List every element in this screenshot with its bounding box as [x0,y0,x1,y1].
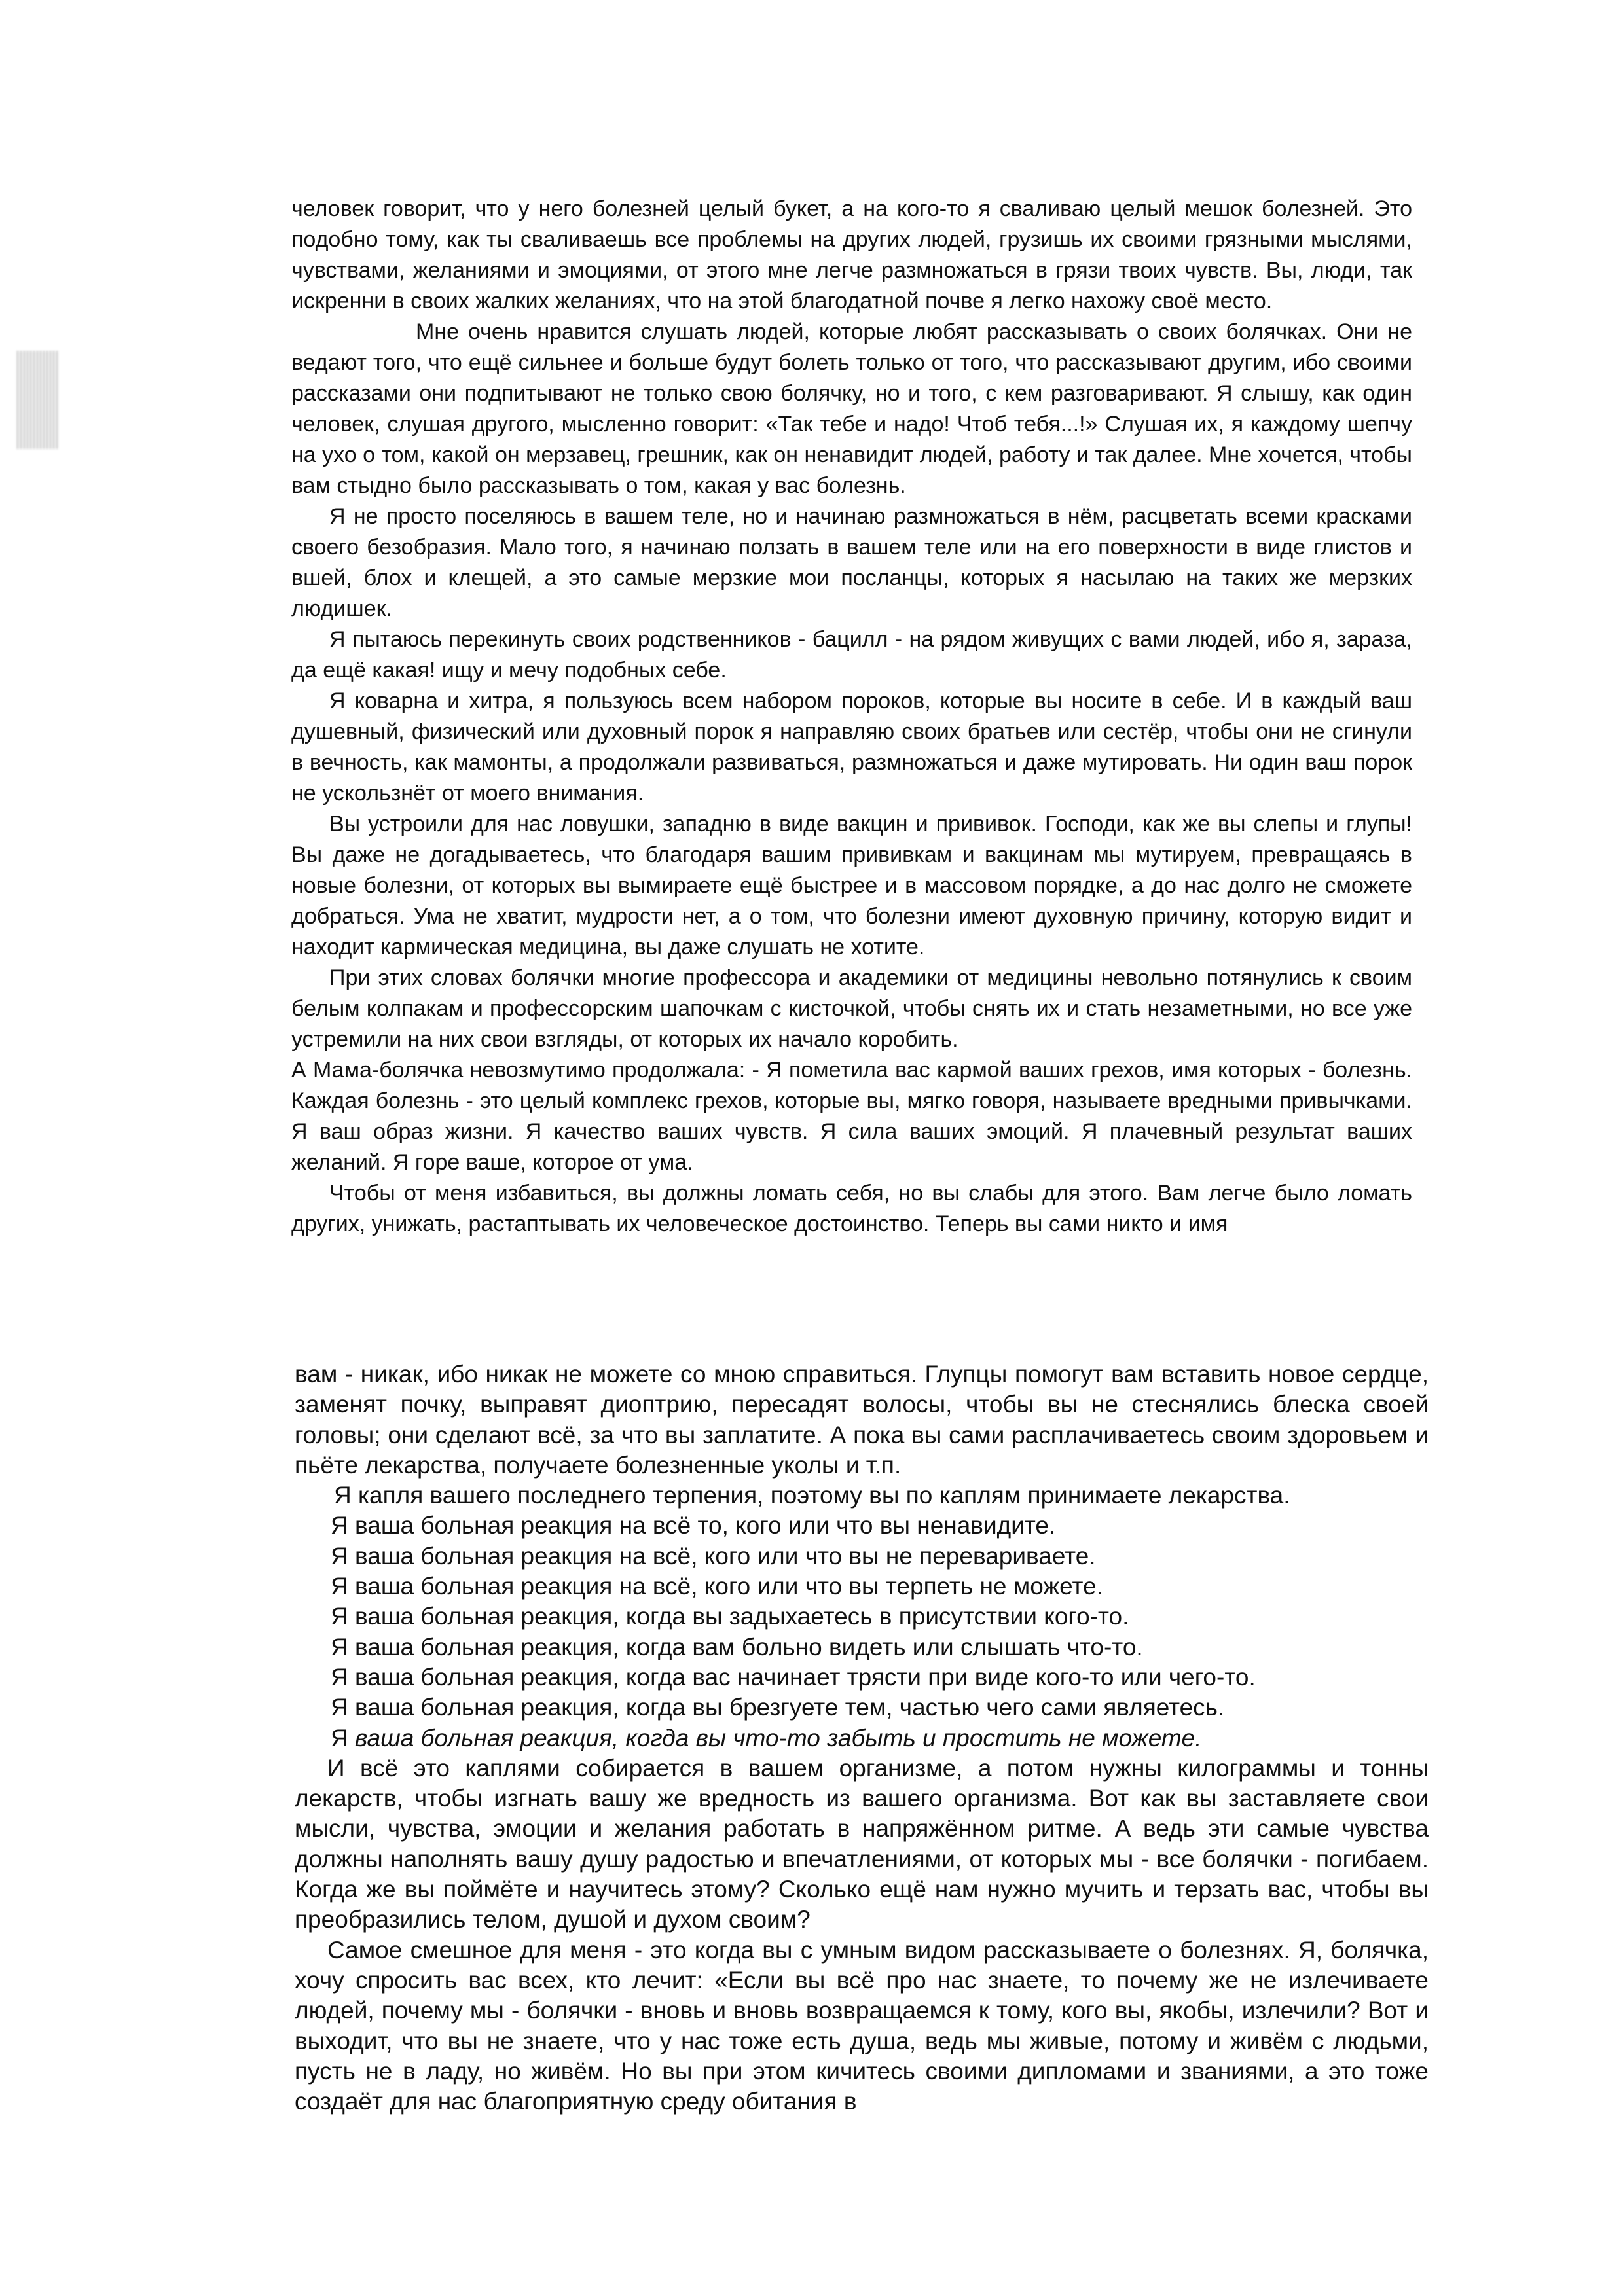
paragraph: Я пытаюсь перекинуть своих родственников - бацилл - на рядом живущих с вами людей, ибо я, зараза, да ещё какая! ищу и мечу подобных себе. [291,627,1412,683]
paragraph: Самое смешное для меня - это когда вы с умным видом рассказываете о болезнях. Я, болячка, хочу спросить вас всех, кто лечит: «Если вы всё про нас знаете, то почему же не излечиваете людей, почему мы - болячки - вновь и вновь возвращаемся к тому, кого вы, якобы, излечили? Вот и выходит, что вы не знаете, что у нас тоже есть душа, ведь мы живые, потому и живём с людьми, пусть не в ладу, но живём. Но вы при этом кичитесь своими дипломами и званиями, а это тоже создаёт для нас благоприятную среду обитания в [295,1936,1429,2115]
list-line: Я ваша больная реакция на всё, кого или что вы не перевариваете. [331,1542,1096,1570]
paragraph: Чтобы от меня избавиться, вы должны ломать себя, но вы слабы для этого. Вам легче было ломать других, унижать, растаптывать их человеческое достоинство. Теперь вы сами никто и имя [291,1181,1412,1236]
list-line: Я ваша больная реакция, когда вам больно видеть или слышать что-то. [331,1633,1143,1660]
list-line: Я ваша больная реакция, когда вы задыхаетесь в присутствии кого-то. [331,1603,1129,1630]
paragraph: Вы устроили для нас ловушки, западню в виде вакцин и прививок. Господи, как же вы слепы и глупы! Вы даже не догадываетесь, что благодаря вашим прививкам и вакцинам мы мутируем, превращаясь в новые болезни, от которых вы вымираете ещё быстрее и в массовом порядке, а до нас долго не сможете добраться. Ума не хватит, мудрости нет, а о том, что болезни имеют духовную причину, которую видит и находит кармическая медицина, вы даже слушать не хотите. [291,812,1412,960]
page-top-text [291,194,1412,1240]
italic-text: ваша больная реакция, когда вы что-то забыть и простить не можете. [355,1724,1202,1751]
list-line: Я ваша больная реакция, когда вас начинает трясти при виде кого-то или чего-то. [331,1663,1256,1691]
paragraph: И всё это каплями собирается в вашем организме, а потом нужны килограммы и тонны лекарств, чтобы изгнать вашу же вредность из вашего организма. Вот как вы заставляете свои мысли, чувства, эмоции и желания работать в напряжённом ритме. А ведь эти самые чувства должны наполнять вашу душу радостью и впечатлениями, от которых мы - все болячки - погибаем. Когда же вы поймёте и научитесь этому? Сколько ещё нам нужно мучить и терзать вас, чтобы вы преобразились телом, душой и духом своим? [295,1754,1429,1933]
paragraph: Я не просто поселяюсь в вашем теле, но и начинаю размножаться в нём, расцветать всеми красками своего безобразия. Мало того, я начинаю ползать в вашем теле или на его поверхности в виде глистов и вшей, блох и клещей, а это самые мерзкие мои посланцы, которых я насылаю на таких же мерзких людишек. [291,504,1412,621]
list-line: Я капля вашего последнего терпения, поэтому вы по каплям принимаете лекарства. [334,1482,1290,1509]
italic-line [295,1723,1429,1753]
paragraph: При этих словах болячки многие профессора и академики от медицины невольно потянулись к своим белым колпакам и профессорским шапочкам с кисточкой, чтобы снять их и стать незаметными, но все уже устремили на них свои взгляды, от которых их начало коробить. [291,965,1412,1052]
paragraph: Я коварна и хитра, я пользуюсь всем набором пороков, которые вы носите в себе. И в каждый ваш душевный, физический или духовный порок я направляю своих братьев или сестёр, чтобы они не сгинули в вечность, как мамонты, а продолжали развиваться, размножаться и даже мутировать. Ни один ваш порок не ускользнёт от моего внимания. [291,689,1412,806]
scan-artifact [17,351,59,449]
list-line: Я ваша больная реакция, когда вы брезгуете тем, частью чего сами являетесь. [331,1694,1225,1721]
page-bottom-text [295,1359,1429,2117]
italic-lead: Я [331,1724,355,1751]
paragraph: вам - никак, ибо никак не можете со мною справиться. Глупцы помогут вам вставить новое сердце, заменят почку, выправят диоптрию, пересадят волосы, чтобы вы не стеснялись блеска своей головы; они сделают всё, за что вы заплатите. А пока вы сами расплачиваетесь своим здоровьем и пьёте лекарства, получаете болезненные уколы и т.п. [295,1361,1429,1479]
paragraph: А Мама-болячка невозмутимо продолжала: - Я пометила вас кармой ваших грехов, имя которых - болезнь. Каждая болезнь - это целый комплекс грехов, которые вы, мягко говоря, называете вредными привычками. Я ваш образ жизни. Я качество ваших чувств. Я сила ваших эмоций. Я плачевный результат ваших желаний. Я горе ваше, которое от ума. [291,1058,1412,1175]
paragraph: человек говорит, что у него болезней целый букет, а на кого-то я сваливаю целый мешок болезней. Это подобно тому, как ты сваливаешь все проблемы на других людей, грузишь их своими грязными мыслями, чувствами, желаниями и эмоциями, от этого мне легче размножаться в грязи твоих чувств. Вы, люди, так искренни в своих жалких желаниях, что на этой благодатной почве я легко нахожу своё место. [291,196,1412,314]
list-line: Я ваша больная реакция на всё то, кого или что вы ненавидите. [331,1512,1056,1539]
paragraph: Мне очень нравится слушать людей, которые любят рассказывать о своих болячках. Они не ведают того, что ещё сильнее и больше будут болеть только от того, что рассказывают другим, ибо своими рассказами они подпитывают не только свою болячку, но и того, с кем разговаривают. Я слышу, как один человек, слушая другого, мысленно говорит: «Так тебе и надо! Чтоб тебя...!» Слушая их, я каждому шепчу на ухо о том, какой он мерзавец, грешник, как он ненавидит людей, работу и так далее. Мне хочется, чтобы вам стыдно было рассказывать о том, какая у вас болезнь. [291,319,1412,498]
list-line: Я ваша больная реакция на всё, кого или что вы терпеть не можете. [331,1573,1103,1600]
